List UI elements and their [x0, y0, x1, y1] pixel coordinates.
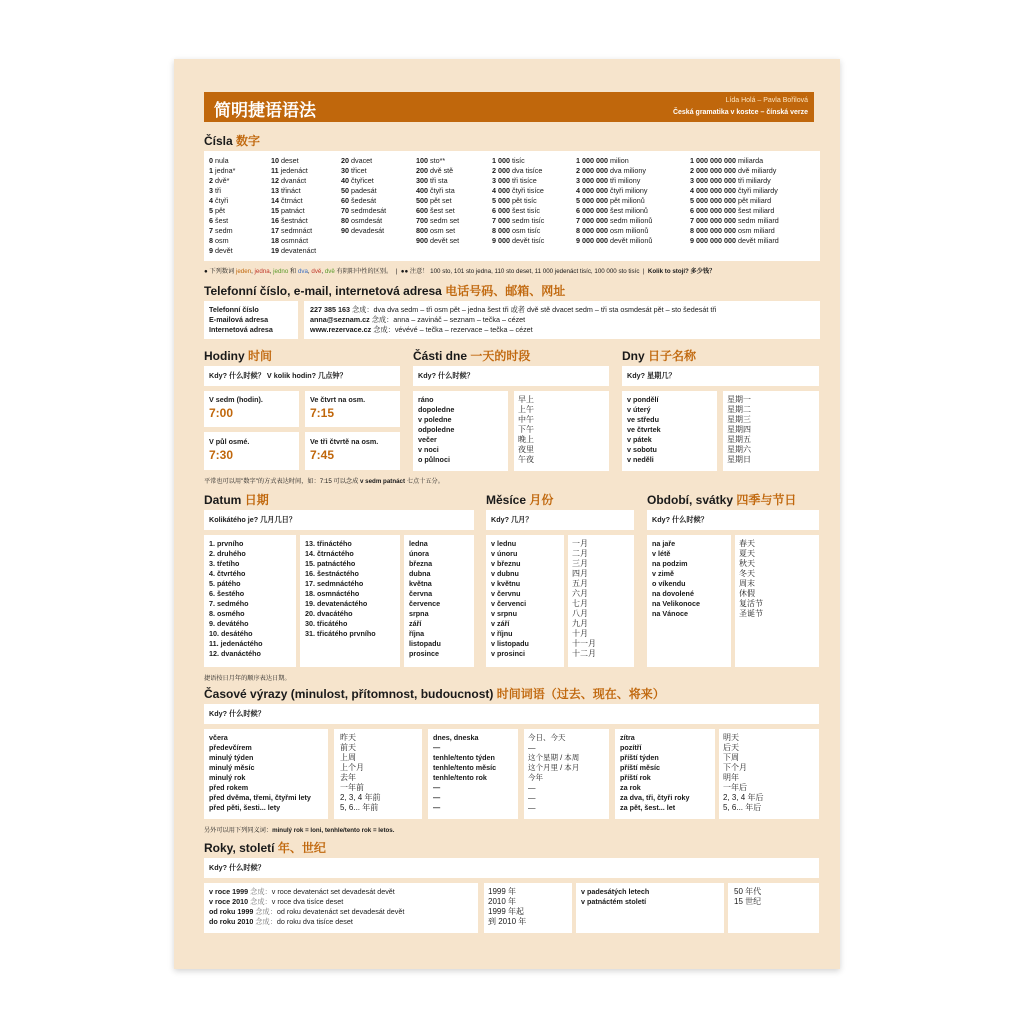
past-expr-zh: 5, 6... 年前	[340, 803, 379, 812]
days-zh-box	[723, 391, 819, 471]
month-item: v červenci	[491, 599, 527, 608]
number-item: 7 000 000 sedm milionů	[576, 216, 653, 225]
future-expr: za rok	[620, 783, 641, 792]
number-item: 1 000 000 000 miliarda	[690, 156, 764, 165]
month-genitive: června	[409, 589, 433, 598]
header-bar	[204, 92, 814, 122]
number-item: 4 čtyři	[209, 196, 229, 205]
number-item: 7 000 sedm tisíc	[492, 216, 545, 225]
past-expr-zh: 前天	[340, 743, 356, 752]
time-expr-heading: Časové výrazy (minulost, přítomnost, budoucnost) 时间词语（过去、现在、将来）	[204, 687, 665, 701]
future-expr-zh: 明天	[723, 733, 739, 742]
date-ordinal: 4. čtvrtého	[209, 569, 246, 578]
number-item: 70 sedmdesát	[341, 206, 387, 215]
present-expr-zh: —	[528, 793, 536, 802]
date-ordinal: 14. čtrnáctého	[305, 549, 354, 558]
date-ordinal: 5. pátého	[209, 579, 241, 588]
number-item: 2 000 000 000 dvě miliardy	[690, 166, 777, 175]
number-item: 8 osm	[209, 236, 229, 245]
month-item: v lednu	[491, 539, 517, 548]
daytime-zh-item: 上午	[518, 405, 534, 414]
number-item: 8 000 osm tisíc	[492, 226, 541, 235]
date-ordinal: 30. třicátého	[305, 619, 348, 628]
time-cell: Ve tři čtvrtě na osm. 7:45	[305, 432, 400, 470]
month-item: v květnu	[491, 579, 521, 588]
number-item: 10 deset	[271, 156, 299, 165]
years-zh-box	[484, 883, 572, 933]
month-zh-item: 九月	[572, 619, 588, 628]
hours-question: Kdy? 什么时候？ V kolik hodin? 几点钟？	[204, 366, 400, 386]
present-expr-zh: —	[528, 783, 536, 792]
numbers-column	[576, 156, 652, 246]
present-cz-box	[428, 729, 518, 819]
seasons-question: Kdy? 什么时候？	[647, 510, 819, 530]
year-zh-item: 1999 年起	[488, 907, 525, 916]
numbers-column	[416, 156, 459, 246]
number-item: 9 000 000 devět milionů	[576, 236, 653, 245]
date-ordinal: 7. sedmého	[209, 599, 249, 608]
days-zh-list	[727, 395, 751, 465]
daytime-zh-item: 午夜	[518, 455, 534, 464]
months-question: Kdy? 几月？	[486, 510, 634, 530]
season-item: v zimě	[652, 569, 674, 578]
numbers-column	[341, 156, 386, 236]
daytime-item: o půlnoci	[418, 455, 450, 464]
day-item: v pondělí	[627, 395, 659, 404]
number-item: 1 jedna*	[209, 166, 236, 175]
number-item: 3 000 000 tři miliony	[576, 176, 641, 185]
number-item: 300 tři sta	[416, 176, 448, 185]
number-item: 4 000 čtyři tisíce	[492, 186, 544, 195]
number-item: 80 osmdesát	[341, 216, 383, 225]
month-item: v srpnu	[491, 609, 517, 618]
month-zh-item: 七月	[572, 599, 588, 608]
day-item: v neděli	[627, 455, 654, 464]
number-item: 30 třicet	[341, 166, 367, 175]
number-item: 700 sedm set	[416, 216, 460, 225]
future-expr-zh: 下周	[723, 753, 739, 762]
number-item: 600 šest set	[416, 206, 455, 215]
date-ordinal: 12. dvanáctého	[209, 649, 261, 658]
month-genitive: dubna	[409, 569, 431, 578]
daytime-zh-item: 中午	[518, 415, 534, 424]
web-value: www.rezervace.cz 念成：vévévé – tečka – rezervace – tečka – cézet	[310, 325, 533, 334]
number-item: 0 nula	[209, 156, 229, 165]
number-item: 3 tři	[209, 186, 221, 195]
number-item: 9 000 000 000 devět miliard	[690, 236, 779, 245]
number-item: 17 sedmnáct	[271, 226, 313, 235]
month-zh-item: 六月	[572, 589, 588, 598]
daytime-zh-item: 早上	[518, 395, 534, 404]
date-ordinal: 6. šestého	[209, 589, 245, 598]
season-zh-item: 复活节	[739, 599, 763, 608]
number-item: 7 000 000 000 sedm miliard	[690, 216, 779, 225]
past-expr-zh: 上周	[340, 753, 356, 762]
century-zh-item: 50 年代	[734, 887, 762, 896]
year-row: do roku 2010 念成：do roku dva tisíce deset	[209, 917, 353, 926]
century-item: v patnáctém století	[581, 897, 647, 906]
year-row: v roce 1999 念成：v roce devatenáct set devadesát devět	[209, 887, 395, 896]
date-ordinal: 13. třináctého	[305, 539, 352, 548]
days-heading: Dny 日子名称	[622, 349, 697, 363]
season-zh-item: 休假	[739, 589, 755, 598]
month-genitive: října	[409, 629, 425, 638]
number-item: 8 000 000 000 osm miliard	[690, 226, 775, 235]
future-expr-zh: 一年后	[723, 783, 747, 792]
number-item: 5 000 pět tisíc	[492, 196, 537, 205]
days-cz-list	[627, 395, 661, 465]
number-item: 500 pět set	[416, 196, 452, 205]
time-expr-question: Kdy? 什么时候？	[204, 704, 819, 724]
month-item: v říjnu	[491, 629, 513, 638]
number-item: 4 000 000 000 čtyři miliardy	[690, 186, 778, 195]
number-item: 9 000 devět tisíc	[492, 236, 545, 245]
number-item: 1 000 000 milion	[576, 156, 629, 165]
time-expr-note: 另外可以用下列同义词：minulý rok = loni, tenhle/tento rok = letos.	[204, 827, 395, 834]
day-zh-item: 星期一	[727, 395, 751, 404]
number-item: 90 devadesát	[341, 226, 385, 235]
number-item: 100 sto**	[416, 156, 446, 165]
number-item: 4 000 000 čtyři miliony	[576, 186, 648, 195]
month-genitive: února	[409, 549, 429, 558]
future-expr: pozítří	[620, 743, 642, 752]
month-zh-item: 五月	[572, 579, 588, 588]
number-item: 18 osmnáct	[271, 236, 309, 245]
number-item: 5 000 000 pět milionů	[576, 196, 645, 205]
day-zh-item: 星期日	[727, 455, 751, 464]
numbers-heading: Čísla 数字	[204, 134, 261, 148]
future-expr: příští rok	[620, 773, 651, 782]
years-heading: Roky, století 年、世纪	[204, 841, 326, 855]
time-cell: Ve čtvrt na osm. 7:15	[305, 391, 400, 427]
date-ordinal: 17. sedmnáctého	[305, 579, 364, 588]
future-expr: za dva, tři, čtyři roky	[620, 793, 690, 802]
daytime-item: odpoledne	[418, 425, 455, 434]
daytime-zh-box	[514, 391, 609, 471]
daytime-zh-item: 晚上	[518, 435, 534, 444]
numbers-column	[209, 156, 235, 256]
number-item: 3 000 tři tisíce	[492, 176, 537, 185]
season-zh-item: 秋天	[739, 559, 755, 568]
day-zh-item: 星期二	[727, 405, 751, 414]
year-zh-item: 2010 年	[488, 897, 517, 906]
daytime-cz-list	[418, 395, 454, 465]
future-expr-zh: 2, 3, 4 年后	[723, 793, 764, 802]
sheet-title: 简明捷语语法	[214, 101, 316, 120]
daytime-heading: Části dne 一天的时段	[413, 349, 531, 363]
number-item: 16 šestnáct	[271, 216, 308, 225]
past-expr: minulý týden	[209, 753, 254, 762]
day-item: v sobotu	[627, 445, 657, 454]
past-expr-zh: 昨天	[340, 733, 356, 742]
email-value: anna@seznam.cz 念成：anna – zavináč – seznam – tečka – cézet	[310, 315, 526, 324]
number-item: 200 dvě stě	[416, 166, 454, 175]
date-ordinal: 31. třicátého prvního	[305, 629, 376, 638]
number-item: 19 devatenáct	[271, 246, 317, 255]
date-ordinal: 3. třetího	[209, 559, 240, 568]
year-row: od roku 1999 念成：od roku devatenáct set devadesát devět	[209, 907, 405, 916]
past-expr: před dvěma, třemi, čtyřmi lety	[209, 793, 311, 802]
date-col-3	[404, 535, 474, 667]
season-zh-item: 春天	[739, 539, 755, 548]
number-item: 6 000 000 000 šest miliard	[690, 206, 775, 215]
year-row: v roce 2010 念成：v roce dva tisíce deset	[209, 897, 344, 906]
future-cz-box	[615, 729, 715, 819]
month-item: v dubnu	[491, 569, 519, 578]
present-expr-zh: 今年	[528, 773, 543, 782]
month-item: v červnu	[491, 589, 521, 598]
day-zh-item: 星期四	[727, 425, 751, 434]
past-expr: před pěti, šesti... lety	[209, 803, 281, 812]
month-genitive: listopadu	[409, 639, 441, 648]
number-item: 40 čtyřicet	[341, 176, 374, 185]
days-cz-box	[622, 391, 717, 471]
daytime-item: v poledne	[418, 415, 452, 424]
number-item: 3 000 000 000 tři miliardy	[690, 176, 771, 185]
month-genitive: března	[409, 559, 433, 568]
time-cell: V sedm (hodin). 7:00	[204, 391, 299, 427]
season-zh-item: 冬天	[739, 569, 755, 578]
seasons-cz-box	[647, 535, 731, 667]
phone-label: Telefonní číslo	[209, 305, 259, 314]
future-expr-zh: 下个月	[723, 763, 747, 772]
number-item: 2 000 dva tisíce	[492, 166, 543, 175]
number-item: 7 sedm	[209, 226, 233, 235]
day-zh-item: 星期三	[727, 415, 751, 424]
day-item: v úterý	[627, 405, 651, 414]
present-expr: —	[433, 803, 441, 812]
months-heading: Měsíce 月份	[486, 493, 554, 507]
number-item: 6 000 000 šest milionů	[576, 206, 648, 215]
number-item: 9 devět	[209, 246, 233, 255]
authors: Lída Holá – Pavla Bořilová	[725, 97, 808, 104]
present-expr-zh: —	[528, 743, 536, 752]
past-expr-zh: 去年	[340, 773, 356, 782]
date-ordinal: 15. patnáctého	[305, 559, 356, 568]
number-item: 2 dvě*	[209, 176, 230, 185]
days-question: Kdy? 星期几？	[622, 366, 819, 386]
number-item: 60 šedesát	[341, 196, 377, 205]
month-zh-item: 三月	[572, 559, 588, 568]
sheet-subtitle: Česká gramatika v kostce – čínská verze	[672, 109, 808, 116]
season-item: v létě	[652, 549, 671, 558]
daytime-zh-item: 夜里	[518, 445, 534, 454]
daytime-zh-list	[518, 395, 534, 465]
hours-heading: Hodiny 时间	[204, 349, 273, 363]
daytime-item: dopoledne	[418, 405, 455, 414]
century-cz-box	[576, 883, 724, 933]
future-expr-zh: 明年	[723, 773, 739, 782]
daytime-item: v noci	[418, 445, 439, 454]
number-item: 400 čtyři sta	[416, 186, 455, 195]
present-expr: tenhle/tento měsíc	[433, 763, 497, 772]
month-item: v březnu	[491, 559, 521, 568]
number-item: 900 devět set	[416, 236, 460, 245]
phone-labels-box	[204, 301, 298, 339]
century-zh-box	[728, 883, 819, 933]
season-item: o víkendu	[652, 579, 686, 588]
number-item: 8 000 000 osm milionů	[576, 226, 649, 235]
phone-heading: Telefonní číslo, e-mail, internetová adresa 电话号码、邮箱、网址	[204, 284, 566, 298]
daytime-item: ráno	[418, 395, 434, 404]
date-ordinal: 16. šestnáctého	[305, 569, 359, 578]
date-ordinal: 1. prvního	[209, 539, 244, 548]
date-ordinal: 8. osmého	[209, 609, 245, 618]
phone-value: 227 385 163 念成：dva dva sedm – tři osm pět – jedna šest tři 或者 dvě stě dvacet sedm – tři sta osmdesát pět – sto šedesát tři	[310, 305, 717, 314]
month-genitive: července	[409, 599, 441, 608]
century-item: v padesátých letech	[581, 887, 650, 896]
month-zh-item: 十一月	[572, 639, 596, 648]
season-item: na jaře	[652, 539, 676, 548]
number-item: 6 000 šest tisíc	[492, 206, 540, 215]
email-label: E-mailová adresa	[209, 315, 269, 324]
number-item: 5 pět	[209, 206, 225, 215]
present-expr: tenhle/tento týden	[433, 753, 495, 762]
season-zh-item: 夏天	[739, 549, 755, 558]
daytime-question: Kdy? 什么时候？	[413, 366, 609, 386]
past-zh-box	[334, 729, 422, 819]
present-expr-zh: —	[528, 803, 536, 812]
date-question: Kolikátého je? 几月几日？	[204, 510, 474, 530]
daytime-zh-item: 下午	[518, 425, 534, 434]
month-genitive: srpna	[409, 609, 429, 618]
day-zh-item: 星期五	[727, 435, 751, 444]
present-expr-zh: 今日、今天	[528, 733, 566, 742]
month-zh-item: 十月	[572, 629, 588, 638]
grammar-sheet	[174, 59, 840, 969]
day-item: ve středu	[627, 415, 659, 424]
present-expr: —	[433, 743, 441, 752]
present-expr-zh: 这个星期 / 本周	[528, 753, 580, 762]
season-zh-item: 周末	[739, 579, 755, 588]
future-expr: zítra	[620, 733, 635, 742]
month-zh-item: 四月	[572, 569, 588, 578]
present-expr: tenhle/tento rok	[433, 773, 487, 782]
future-expr: za pět, šest... let	[620, 803, 676, 812]
daytime-item: večer	[418, 435, 437, 444]
season-item: na dovolené	[652, 589, 694, 598]
seasons-zh-box	[735, 535, 819, 667]
date-heading: Datum 日期	[204, 493, 269, 507]
numbers-column	[271, 156, 316, 256]
future-expr: příští týden	[620, 753, 659, 762]
number-item: 13 třináct	[271, 186, 301, 195]
month-genitive: prosince	[409, 649, 439, 658]
number-item: 14 čtrnáct	[271, 196, 303, 205]
future-expr: příští měsíc	[620, 763, 660, 772]
number-item: 800 osm set	[416, 226, 456, 235]
day-item: ve čtvrtek	[627, 425, 661, 434]
month-genitive: září	[409, 619, 422, 628]
hours-note: 平常也可以用"数字"的方式表达时间，如：7:15 可以念成 v sedm patnáct 七点十五分。	[204, 478, 444, 485]
present-expr: —	[433, 793, 441, 802]
past-expr-zh: 2, 3, 4 年前	[340, 793, 381, 802]
number-item: 1 000 tisíc	[492, 156, 525, 165]
past-expr: před rokem	[209, 783, 249, 792]
future-expr-zh: 后天	[723, 743, 739, 752]
month-zh-item: 一月	[572, 539, 588, 548]
seasons-heading: Období, svátky 四季与节日	[647, 493, 797, 507]
month-zh-item: 十二月	[572, 649, 596, 658]
date-ordinal: 2. druhého	[209, 549, 246, 558]
number-item: 6 šest	[209, 216, 229, 225]
months-cz-box	[486, 535, 564, 667]
present-expr: —	[433, 783, 441, 792]
date-note: 捷语按日月年的顺序表达日期。	[204, 675, 291, 682]
century-zh-item: 15 世纪	[734, 897, 762, 906]
number-item: 50 padesát	[341, 186, 377, 195]
web-label: Internetová adresa	[209, 325, 273, 334]
month-genitive: ledna	[409, 539, 428, 548]
date-ordinal: 18. osmnáctého	[305, 589, 360, 598]
season-zh-item: 圣诞节	[739, 609, 763, 618]
month-zh-item: 二月	[572, 549, 588, 558]
date-col-2	[300, 535, 400, 667]
present-zh-box	[524, 729, 609, 819]
past-expr: včera	[209, 733, 228, 742]
past-expr: minulý měsíc	[209, 763, 255, 772]
season-item: na Velikonoce	[652, 599, 700, 608]
future-expr-zh: 5, 6... 年后	[723, 803, 762, 812]
daytime-cz-box	[413, 391, 508, 471]
present-expr: dnes, dneska	[433, 733, 479, 742]
numbers-column	[690, 156, 779, 246]
past-expr: předevčírem	[209, 743, 252, 752]
date-ordinal: 9. devátého	[209, 619, 249, 628]
date-ordinal: 10. desátého	[209, 629, 253, 638]
season-item: na Vánoce	[652, 609, 688, 618]
month-item: v únoru	[491, 549, 518, 558]
number-item: 5 000 000 000 pět miliard	[690, 196, 772, 205]
month-item: v září	[491, 619, 510, 628]
month-item: v prosinci	[491, 649, 525, 658]
future-zh-box	[719, 729, 819, 819]
number-item: 11 jedenáct	[271, 166, 308, 175]
date-col-1	[204, 535, 296, 667]
numbers-note: ● 下列数词 jeden, jedna, jedno 和 dva, dvě, dvě 有阴阳中性的区别。 | ●● 注意！ 100 sto, 101 sto jedna, 110 sto deset, 11 000 jedenáct tisíc, 100 000 sto tisíc | Kolik to stojí? 多少钱？	[204, 268, 716, 275]
day-zh-item: 星期六	[727, 445, 751, 454]
years-question: Kdy? 什么时候？	[204, 858, 819, 878]
years-cz-box	[204, 883, 478, 933]
number-item: 2 000 000 dva miliony	[576, 166, 646, 175]
time-cell: V půl osmé. 7:30	[204, 432, 299, 470]
past-expr-zh: 上个月	[340, 763, 364, 772]
phone-values-box	[304, 301, 820, 339]
date-ordinal: 11. jedenáctého	[209, 639, 263, 648]
year-zh-item: 到 2010 年	[488, 917, 527, 926]
year-zh-item: 1999 年	[488, 887, 517, 896]
past-expr-zh: 一年前	[340, 783, 364, 792]
month-item: v listopadu	[491, 639, 529, 648]
past-cz-box	[204, 729, 328, 819]
months-zh-box	[568, 535, 634, 667]
month-zh-item: 八月	[572, 609, 588, 618]
date-ordinal: 19. devatenáctého	[305, 599, 368, 608]
past-expr: minulý rok	[209, 773, 246, 782]
number-item: 12 dvanáct	[271, 176, 307, 185]
number-item: 20 dvacet	[341, 156, 373, 165]
month-genitive: května	[409, 579, 432, 588]
present-expr-zh: 这个月里 / 本月	[528, 763, 580, 772]
season-item: na podzim	[652, 559, 688, 568]
numbers-column	[492, 156, 544, 246]
date-ordinal: 20. dvacátého	[305, 609, 353, 618]
day-item: v pátek	[627, 435, 652, 444]
number-item: 15 patnáct	[271, 206, 305, 215]
